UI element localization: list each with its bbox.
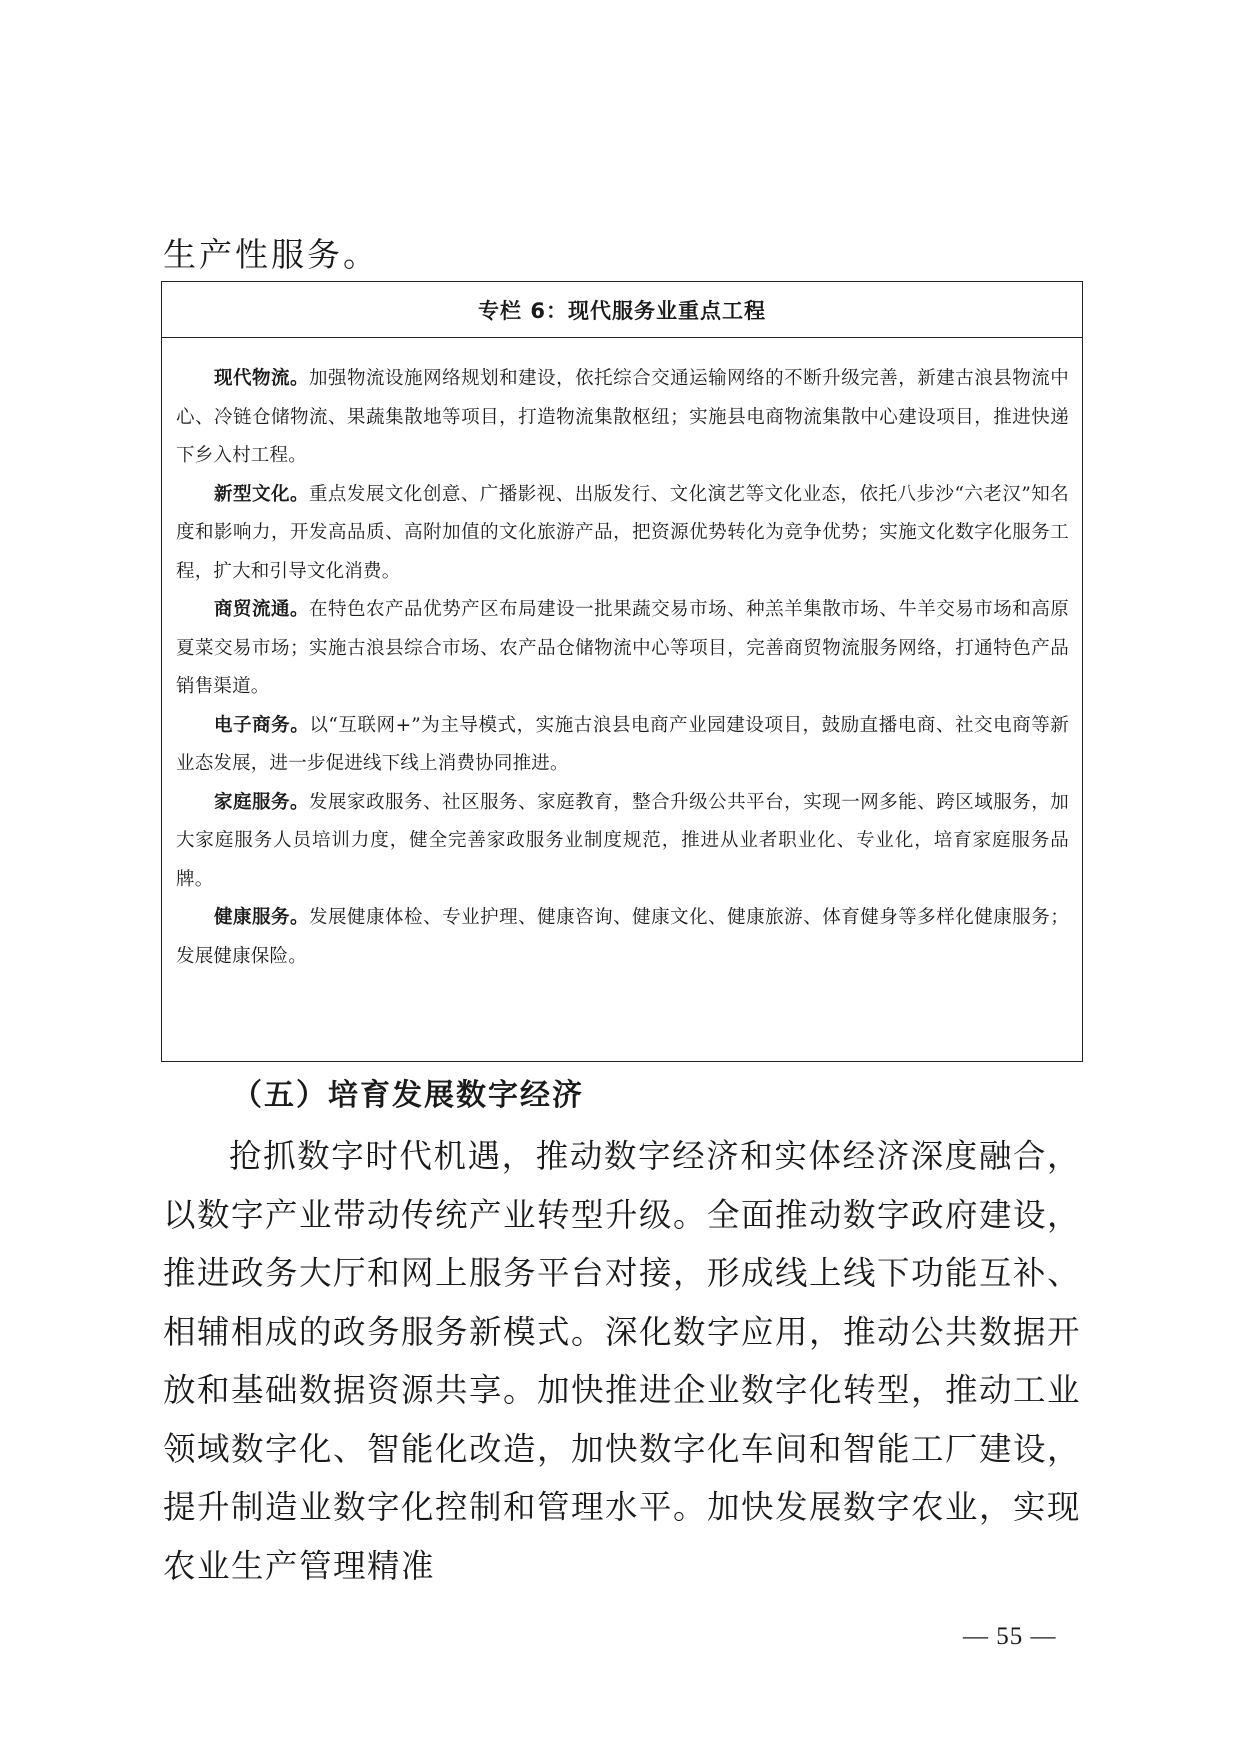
column-title: 专栏 6：现代服务业重点工程 xyxy=(478,298,766,323)
item-heading: 现代物流。 xyxy=(214,368,310,389)
item-text: 发展家政服务、社区服务、家庭教育，整合升级公共平台，实现一网多能、跨区域服务，加大家庭服务人员培训力度，健全完善家政服务业制度规范，推进从业者职业化、专业化，培育家庭服务品牌。 xyxy=(176,791,1069,890)
item-text: 重点发展文化创意、广播影视、出版发行、文化演艺等文化业态，依托八步沙“六老汉”知名度和影响力，开发高品质、高附加值的文化旅游产品，把资源优势转化为竞争优势；实施文化数字化服务工程，扩大和引导文化消费。 xyxy=(176,483,1069,582)
item-heading: 电子商务。 xyxy=(214,714,310,736)
item-text: 以“互联网+”为主导模式，实施古浪县电商产业园建设项目，鼓励直播电商、社交电商等新业态发展，进一步促进线下线上消费协同推进。 xyxy=(176,714,1069,774)
item-heading: 商贸流通。 xyxy=(214,599,310,620)
column-item-culture xyxy=(176,476,1069,592)
item-heading: 家庭服务。 xyxy=(214,791,310,813)
column-item-commerce xyxy=(176,591,1069,707)
column-item-household-services xyxy=(176,784,1069,900)
item-text: 在特色农产品优势产区布局建设一批果蔬交易市场、种羔羊集散市场、牛羊交易市场和高原夏菜交易市场；实施古浪县综合市场、农产品仓储物流中心等项目，完善商贸物流服务网络，打通特色产品销售渠道。 xyxy=(176,599,1069,697)
item-heading: 新型文化。 xyxy=(214,483,309,505)
column-title-row xyxy=(162,282,1082,338)
item-text: 发展健康体检、专业护理、健康咨询、健康文化、健康旅游、体育健身等多样化健康服务；发展健康保险。 xyxy=(176,907,1069,967)
column-body xyxy=(162,338,1082,976)
item-text: 加强物流设施网络规划和建设，依托综合交通运输网络的不断升级完善，新建古浪县物流中心、冷链仓储物流、果蔬集散地等项目，打造物流集散枢纽；实施县电商物流集散中心建设项目，推进快递下乡入村工程。 xyxy=(176,368,1069,466)
lead-line: 生产性服务。 xyxy=(163,235,379,274)
page-number: — 55 — xyxy=(963,1623,1057,1650)
section-paragraph: 抢抓数字时代机遇，推动数字经济和实体经济深度融合，以数字产业带动传统产业转型升级。全面推动数字政府建设，推进政务大厅和网上服务平台对接，形成线上线下功能互补、相辅相成的政务服务新模式。深化数字应用，推动公共数据开放和基础数据资源共享。加快推进企业数字化转型，推动工业领域数字化、智能化改造，加快数字化车间和智能工厂建设，提升制造业数字化控制和管理水平。加快发展数字农业，实现农业生产管理精准 xyxy=(163,1137,1082,1585)
item-heading: 健康服务。 xyxy=(214,907,310,928)
section-heading: （五）培育发展数字经济 xyxy=(232,1078,584,1113)
column-item-ecommerce xyxy=(176,707,1069,784)
column-item-health-services xyxy=(176,899,1069,976)
feature-column-box xyxy=(161,281,1083,1062)
column-item-logistics xyxy=(176,360,1069,476)
